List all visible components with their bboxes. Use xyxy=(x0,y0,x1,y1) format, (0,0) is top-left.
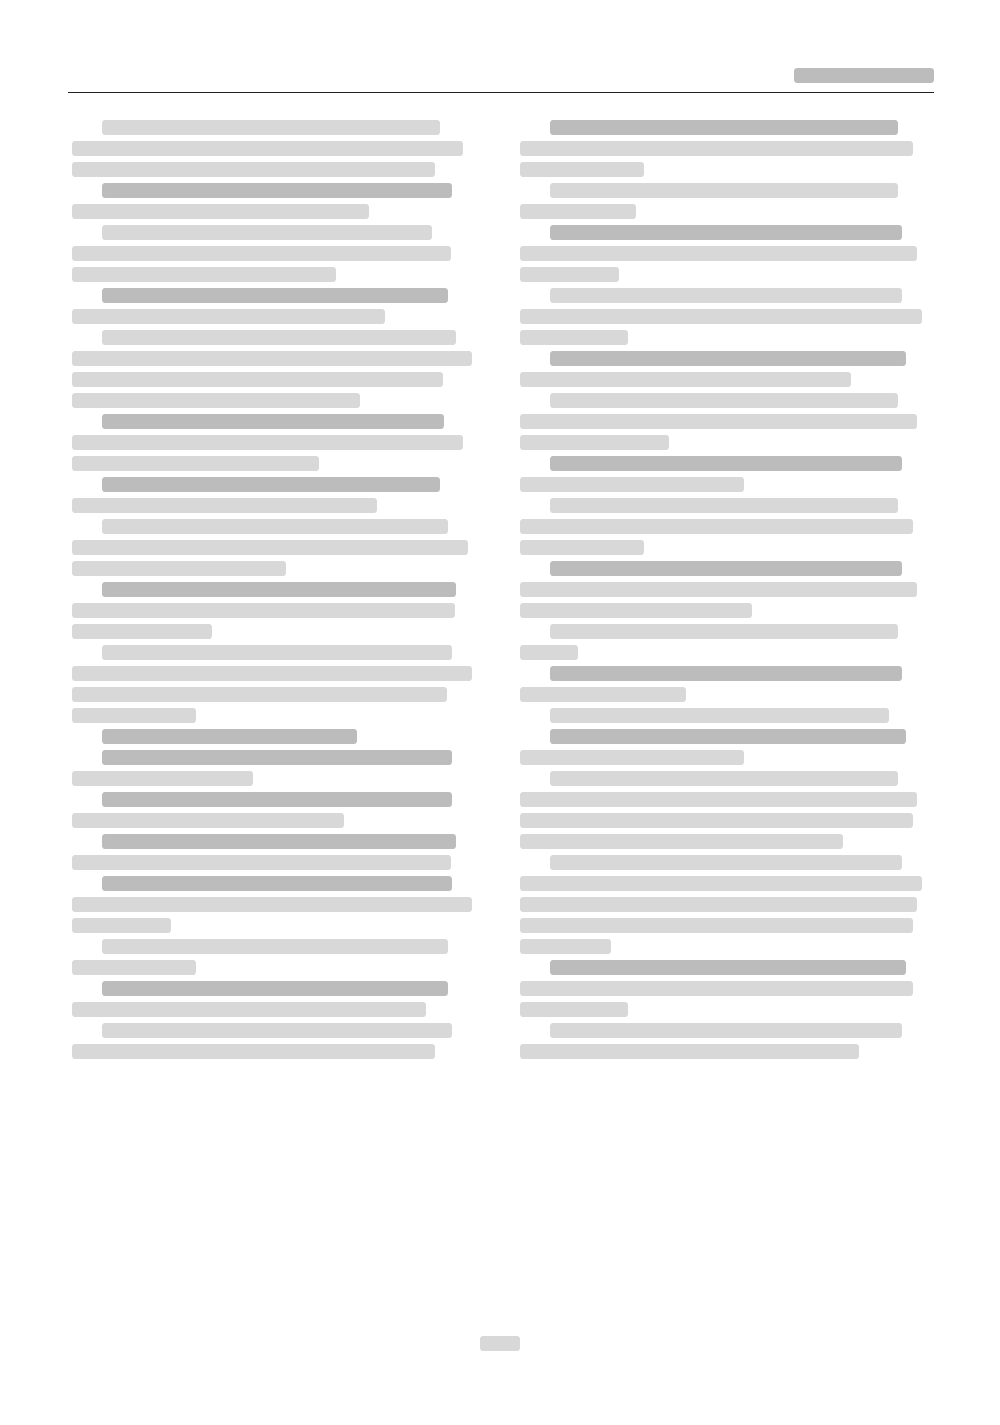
entry-breyk-dans xyxy=(520,456,934,555)
entry-bramatta-yoroy xyxy=(72,834,484,870)
entry-continuation xyxy=(72,120,484,177)
entry-brakhmanizm xyxy=(520,351,934,450)
entry-brak xyxy=(72,183,484,282)
running-headword xyxy=(794,62,934,89)
entry-brigada xyxy=(520,729,934,954)
header-rule xyxy=(68,92,934,93)
entry-bramat-sabyu xyxy=(72,792,484,828)
left-column xyxy=(72,114,484,1314)
right-column xyxy=(520,114,934,1314)
entry-brakonida-bojaktar xyxy=(72,288,484,408)
entry-bramat xyxy=(72,729,484,744)
entry-brakonidalar xyxy=(72,414,484,471)
entry-brakoner xyxy=(72,477,484,576)
entry-brakonerlyk xyxy=(72,582,484,723)
entry-brauning xyxy=(520,120,934,219)
entry-brigadir xyxy=(520,960,934,1059)
entry-brig xyxy=(520,666,934,723)
entry-brakhman xyxy=(520,225,934,345)
entry-breyn-ring xyxy=(520,561,934,660)
entry-brauzer xyxy=(72,981,484,1059)
entry-brass xyxy=(72,876,484,975)
page-number xyxy=(0,1330,1000,1363)
entry-bramat-yoroy xyxy=(72,750,484,786)
